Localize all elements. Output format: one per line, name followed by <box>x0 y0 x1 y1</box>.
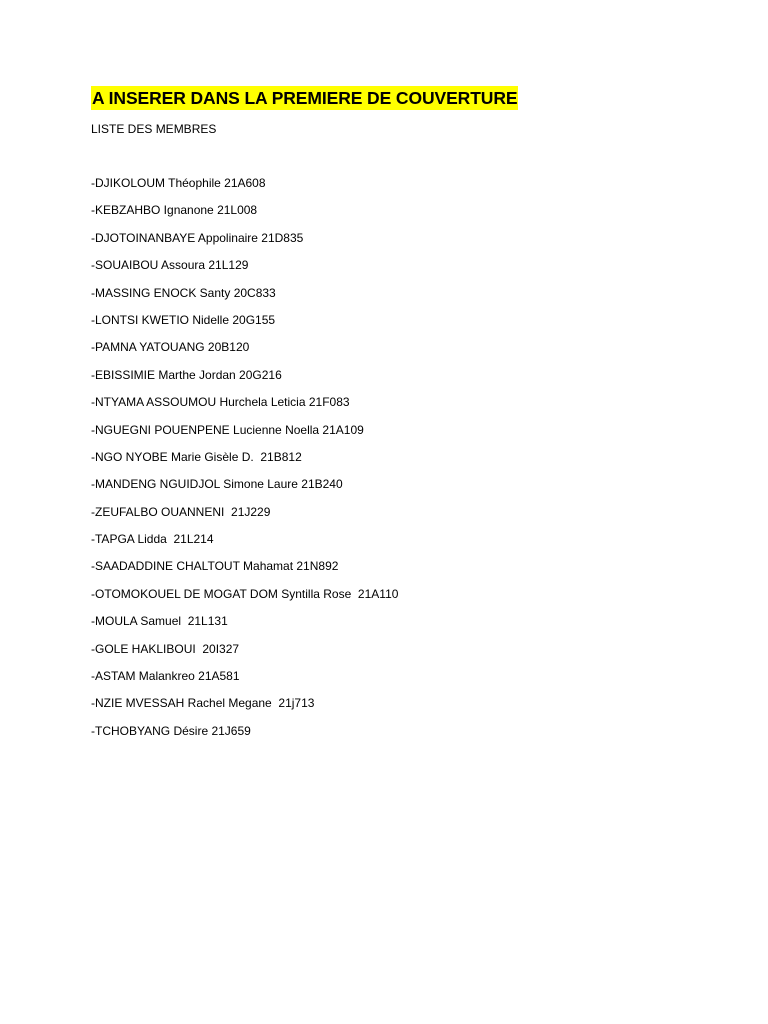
list-item: -TAPGA Lidda 21L214 <box>91 532 214 547</box>
list-item: -MOULA Samuel 21L131 <box>91 614 228 629</box>
list-item: -NGUEGNI POUENPENE Lucienne Noella 21A109 <box>91 422 364 437</box>
list-item: -NZIE MVESSAH Rachel Megane 21j713 <box>91 696 315 711</box>
list-item: -DJIKOLOUM Théophile 21A608 <box>91 176 266 190</box>
list-item: -GOLE HAKLIBOUI 20I327 <box>91 641 240 656</box>
list-item: -SOUAIBOU Assoura 21L129 <box>91 258 249 273</box>
page-title: A INSERER DANS LA PREMIERE DE COUVERTURE <box>92 88 518 108</box>
list-item: -TCHOBYANG Désire 21J659 <box>91 723 251 738</box>
list-item: -NTYAMA ASSOUMOU Hurchela Leticia 21F083 <box>91 395 350 410</box>
list-item: -SAADADDINE CHALTOUT Mahamat 21N892 <box>91 559 339 574</box>
member-list <box>91 175 398 750</box>
list-item: -DJOTOINANBAYE Appolinaire 21D835 <box>91 230 304 245</box>
list-item: -ZEUFALBO OUANNENI 21J229 <box>91 504 271 519</box>
section-subtitle: LISTE DES MEMBRES <box>91 122 217 136</box>
list-item: -OTOMOKOUEL DE MOGAT DOM Syntilla Rose 21A110 <box>91 586 399 601</box>
list-item: -EBISSIMIE Marthe Jordan 20G216 <box>91 367 282 382</box>
list-item: -ASTAM Malankreo 21A581 <box>91 669 240 684</box>
list-item: -MASSING ENOCK Santy 20C833 <box>91 285 276 300</box>
list-item: -PAMNA YATOUANG 20B120 <box>91 340 250 355</box>
list-item: -LONTSI KWETIO Nidelle 20G155 <box>91 312 276 327</box>
list-item: -KEBZAHBO Ignanone 21L008 <box>91 203 258 218</box>
list-item: -NGO NYOBE Marie Gisèle D. 21B812 <box>91 449 302 464</box>
list-item: -MANDENG NGUIDJOL Simone Laure 21B240 <box>91 477 343 492</box>
